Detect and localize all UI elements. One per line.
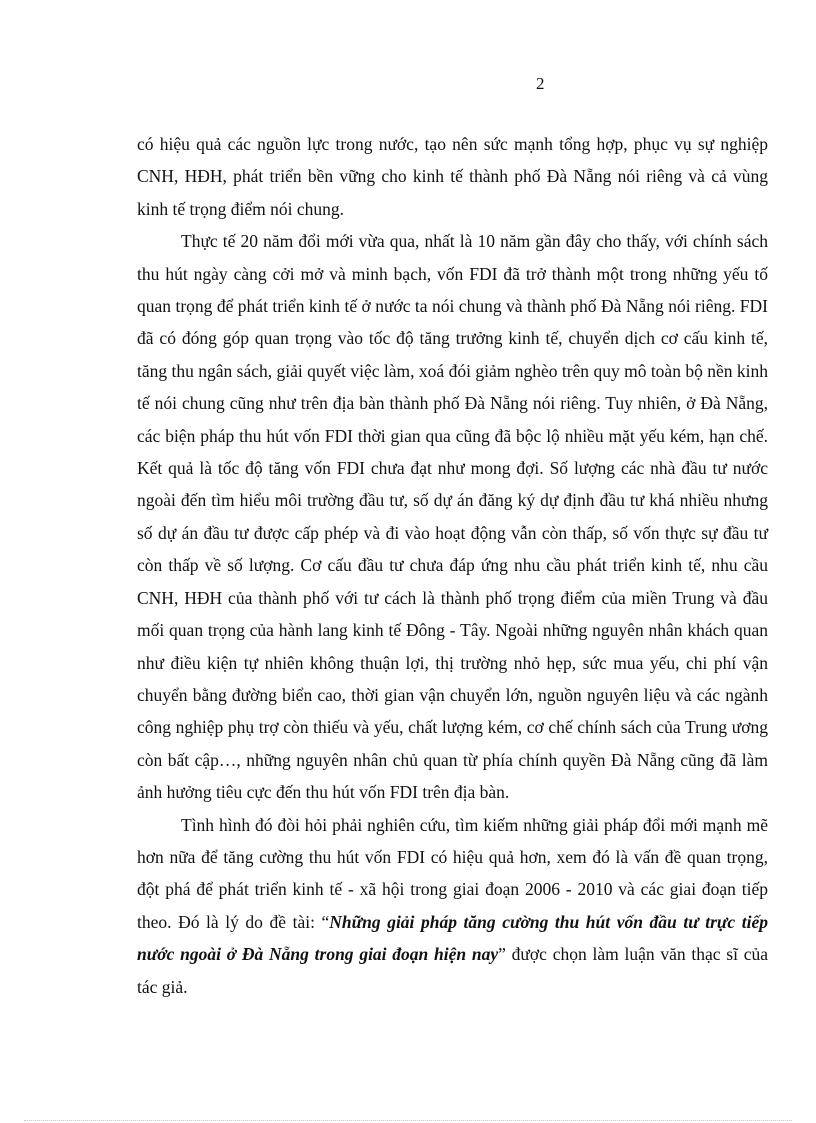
paragraph-1: có hiệu quả các nguồn lực trong nước, tạo nên sức mạnh tổng hợp, phục vụ sự nghiệp CNH, HĐH, phát triển bền vững cho kinh tế thành phố Đà Nẵng nói riêng và cả vùng kinh tế trọng điểm nói chung. [137, 134, 768, 219]
body-text [137, 128, 768, 1003]
paragraph-3-tail-text: ” được chọn làm luận văn thạc sĩ của tác giả. [137, 944, 768, 997]
paragraph-3-lead-text: Tình hình đó đòi hỏi phải nghiên cứu, tìm kiếm những giải pháp đổi mới mạnh mẽ hơn nữa để tăng cường thu hút vốn FDI có hiệu quả hơn, xem đó là vấn đề quan trọng, đột phá để phát triển kinh tế - xã hội trong giai đoạn 2006 - 2010 và các giai đoạn tiếp theo. Đó là lý do đề tài: “ [137, 814, 768, 932]
paragraph-2: Thực tế 20 năm đổi mới vừa qua, nhất là 10 năm gần đây cho thấy, với chính sách thu hút ngày càng cởi mở và minh bạch, vốn FDI đã trở thành một trong những yếu tố quan trọng để phát triển kinh tế ở nước ta nói chung và thành phố Đà Nẵng nói riêng. FDI đã có đóng góp quan trọng vào tốc độ tăng trưởng kinh tế, chuyển dịch cơ cấu kinh tế, tăng thu ngân sách, giải quyết việc làm, xoá đói giảm nghèo trên quy mô toàn bộ nền kinh tế nói chung cũng như trên địa bàn thành phố Đà Nẵng nói riêng. Tuy nhiên, ở Đà Nẵng, các biện pháp thu hút vốn FDI thời gian qua cũng đã bộc lộ nhiều mặt yếu kém, hạn chế. Kết quả là tốc độ tăng vốn FDI chưa đạt như mong đợi. Số lượng các nhà đầu tư nước ngoài đến tìm hiểu môi trường đầu tư, số dự án đăng ký dự định đầu tư khá nhiều nhưng số dự án đầu tư được cấp phép và đi vào hoạt động vẫn còn thấp, số vốn thực sự đầu tư còn thấp về số lượng. Cơ cấu đầu tư chưa đáp ứng nhu cầu phát triển kinh tế, nhu cầu CNH, HĐH của thành phố với tư cách là thành phố trọng điểm của miền Trung và đầu mối quan trọng của hành lang kinh tế Đông - Tây. Ngoài những nguyên nhân khách quan như điều kiện tự nhiên không thuận lợi, thị trường nhỏ hẹp, sức mua yếu, chi phí vận chuyển bằng đường biển cao, thời gian vận chuyển lớn, nguồn nguyên liệu và các ngành công nghiệp phụ trợ còn thiếu và yếu, chất lượng kém, cơ chế chính sách của Trung ương còn bất cập…, những nguyên nhân chủ quan từ phía chính quyền Đà Nẵng cũng đã làm ảnh hưởng tiêu cực đến thu hút vốn FDI trên địa bàn. [137, 231, 768, 803]
thesis-title: Những giải pháp tăng cường thu hút vốn đầu tư trực tiếp nước ngoài ở Đà Nẵng trong giai đoạn hiện nay [137, 911, 768, 965]
bottom-divider [24, 1120, 792, 1121]
paragraph-3 [137, 809, 768, 1003]
page-number: 2 [536, 74, 545, 93]
